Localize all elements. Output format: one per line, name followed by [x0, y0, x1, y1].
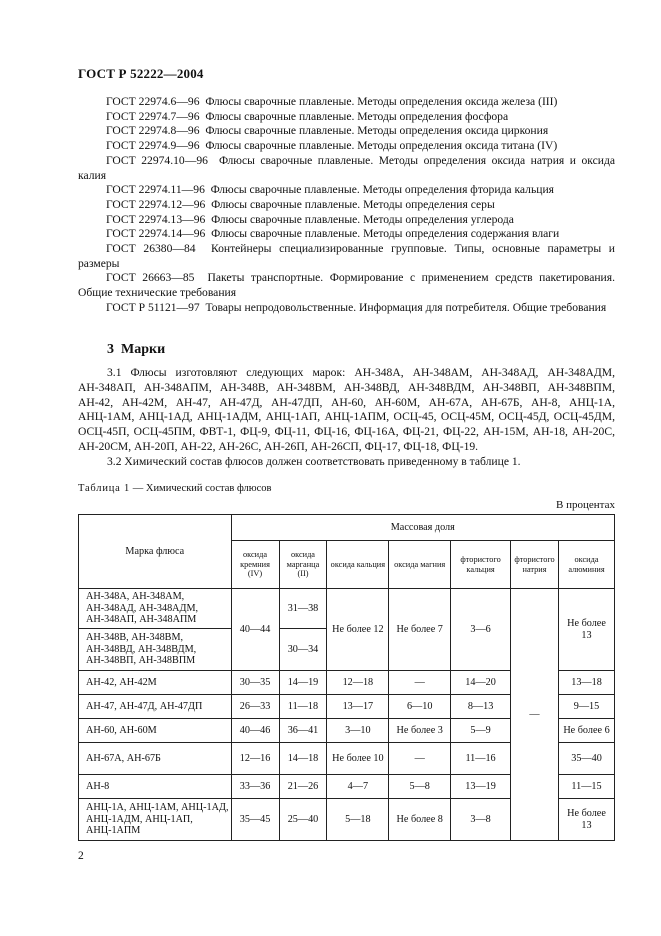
table-caption: [78, 483, 271, 494]
table-cell: 12—18: [327, 671, 389, 695]
header-brand: Марка флюса: [79, 515, 232, 589]
table-unit: В процентах: [556, 499, 615, 511]
header-naf: фтористого натрия: [511, 541, 559, 589]
table-cell: 3—6: [451, 589, 511, 671]
table-cell: 11—18: [279, 695, 327, 719]
table-cell: Не более 8: [389, 799, 451, 841]
table-cell-brand: АН-67А, АН-67Б: [79, 743, 232, 775]
document-header: ГОСТ Р 52222—2004: [78, 66, 204, 81]
table-cell: 35—45: [231, 799, 279, 841]
table-cell: 3—8: [451, 799, 511, 841]
reference-item: ГОСТ 22974.12—96 Флюсы сварочные плавленые. Методы определения серы: [106, 197, 495, 211]
table-cell: 4—7: [327, 775, 389, 799]
table-cell: 33—36: [231, 775, 279, 799]
header-cao: оксида кальция: [327, 541, 389, 589]
header-al2o3: оксида алюминия: [559, 541, 615, 589]
reference-item: ГОСТ 26380—84 Контейнеры специализированные групповые. Типы, основные параметры и размеры: [78, 242, 615, 270]
header-sio2: оксида кремния (IV): [231, 541, 279, 589]
reference-item: ГОСТ 26663—85 Пакеты транспортные. Формирование с применением средств пакетирования. Общие технические требования: [78, 271, 615, 300]
table-cell: 30—35: [231, 671, 279, 695]
table-cell: 40—44: [231, 589, 279, 671]
table-cell: 13—17: [327, 695, 389, 719]
reference-item: ГОСТ 22974.7—96 Флюсы сварочные плавленые. Методы определения фосфора: [106, 109, 509, 123]
table-cell: 5—9: [451, 719, 511, 743]
table-cell: 6—10: [389, 695, 451, 719]
page-number: 2: [78, 850, 84, 862]
table-cell: Не более 7: [389, 589, 451, 671]
table-cell: 31—38: [279, 589, 327, 629]
table-cell-brand: АН-47, АН-47Д, АН-47ДП: [79, 695, 232, 719]
reference-item: ГОСТ 22974.10—96 Флюсы сварочные плавленые. Методы определения оксида натрия и оксида калия: [78, 153, 616, 182]
table-cell: 5—18: [327, 799, 389, 841]
table-cell: 13—19: [451, 775, 511, 799]
chemical-composition-table: [78, 514, 615, 841]
table-caption-text: — Химический состав флюсов: [130, 483, 272, 494]
table-cell: Не более 13: [559, 589, 615, 671]
reference-item: ГОСТ Р 51121—97 Товары непродовольственные. Информация для потребителя. Общие требования: [106, 300, 607, 314]
table-cell: 25—40: [279, 799, 327, 841]
table-cell-naf-merged: —: [511, 589, 559, 841]
table-cell: 5—8: [389, 775, 451, 799]
table-cell-brand: АН-348В, АН-348ВМ, АН-348ВД, АН-348ВДМ, АН-348ВП, АН-348ВПМ: [79, 629, 232, 671]
table-cell: 21—26: [279, 775, 327, 799]
table-cell: 35—40: [559, 743, 615, 775]
section-body: [78, 366, 615, 470]
table-cell: 36—41: [279, 719, 327, 743]
table-cell: 30—34: [279, 629, 327, 671]
table-cell: 8—13: [451, 695, 511, 719]
table-cell: Не более 13: [559, 799, 615, 841]
reference-item: ГОСТ 22974.9—96 Флюсы сварочные плавленые. Методы определения оксида титана (IV): [106, 139, 558, 153]
table-cell-brand: АН-8: [79, 775, 232, 799]
table-cell: 13—18: [559, 671, 615, 695]
section-title: Марки: [121, 342, 166, 357]
table-cell: Не более 3: [389, 719, 451, 743]
normative-references: [78, 95, 615, 316]
section-heading: [107, 342, 165, 358]
paragraph-3-1: 3.1 Флюсы изготовляют следующих марок: АН-348А, АН-348АМ, АН-348АД, АН-348АДМ, АН-348АП, АН-348АПМ, АН-348В, АН-348ВМ, АН-348ВД, АН-348ВДМ, АН-348ВП, АН-348ВПМ, АН-42, АН-42М, АН-47, АН-47Д, АН-47ДП, АН-60, АН-60М, АН-67А, АН-67Б, АН-8, АНЦ-1А, АНЦ-1АМ, АНЦ-1АД, АНЦ-1АДМ, АНЦ-1АП, АНЦ-1АПМ, ОСЦ-45, ОСЦ-45М, ОСЦ-45Д, ОСЦ-45ДМ, ОСЦ-45П, ОСЦ-45ПМ, ФВТ-1, ФЦ-9, ФЦ-11, ФЦ-16, ФЦ-16А, ФЦ-21, ФЦ-22, АН-15М, АН-18, АН-20С, АН-20СМ, АН-20П, АН-22, АН-26С, АН-26П, АН-26СП, ФЦ-17, ФЦ-18, ФЦ-19.: [78, 366, 615, 453]
reference-item: ГОСТ 22974.8—96 Флюсы сварочные плавленые. Методы определения оксида циркония: [106, 124, 549, 138]
table-cell: 14—18: [279, 743, 327, 775]
table-cell: 14—19: [279, 671, 327, 695]
reference-item: ГОСТ 22974.6—96 Флюсы сварочные плавленые. Методы определения оксида железа (III): [106, 95, 558, 108]
table-cell: 40—46: [231, 719, 279, 743]
header-mass-fraction: Массовая доля: [231, 515, 614, 541]
table-cell: 12—16: [231, 743, 279, 775]
reference-item: ГОСТ 22974.11—96 Флюсы сварочные плавленые. Методы определения фторида кальция: [106, 183, 554, 197]
header-caf2: фтористого кальция: [451, 541, 511, 589]
table-cell: Не более 12: [327, 589, 389, 671]
table-cell: —: [389, 671, 451, 695]
table-cell: 26—33: [231, 695, 279, 719]
table-caption-label: Таблица 1: [78, 483, 131, 494]
table-cell-brand: АН-60, АН-60М: [79, 719, 232, 743]
section-number: 3: [107, 342, 114, 357]
table-cell: Не более 6: [559, 719, 615, 743]
table-cell: 3—10: [327, 719, 389, 743]
header-mgo: оксида магния: [389, 541, 451, 589]
table-cell-brand: АН-348А, АН-348АМ, АН-348АД, АН-348АДМ, АН-348АП, АН-348АПМ: [79, 589, 232, 629]
table-cell: Не более 10: [327, 743, 389, 775]
table-cell: —: [389, 743, 451, 775]
table-cell: 9—15: [559, 695, 615, 719]
reference-item: ГОСТ 22974.13—96 Флюсы сварочные плавленые. Методы определения углерода: [106, 212, 514, 226]
header-mno: оксида марганца (II): [279, 541, 327, 589]
table-cell: 11—15: [559, 775, 615, 799]
paragraph-3-2: 3.2 Химический состав флюсов должен соответствовать приведенному в таблице 1.: [107, 454, 521, 468]
reference-item: ГОСТ 22974.14—96 Флюсы сварочные плавленые. Методы определения содержания влаги: [106, 227, 560, 241]
table-cell: 14—20: [451, 671, 511, 695]
table-cell-brand: АНЦ-1А, АНЦ-1АМ, АНЦ-1АД, АНЦ-1АДМ, АНЦ-1АП, АНЦ-1АПМ: [79, 799, 232, 841]
table-cell: 11—16: [451, 743, 511, 775]
table-cell-brand: АН-42, АН-42М: [79, 671, 232, 695]
